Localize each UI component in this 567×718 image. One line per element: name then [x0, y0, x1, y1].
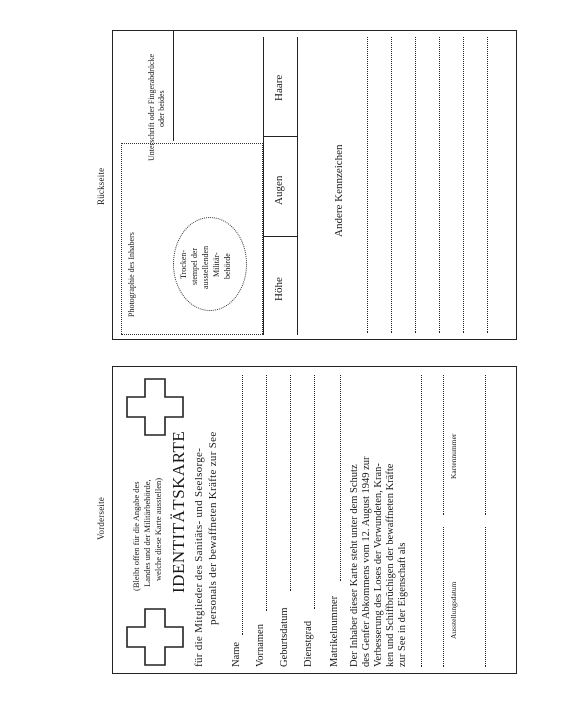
front-card [112, 366, 517, 674]
signature-line-front[interactable] [485, 375, 486, 515]
stamp-line-5: behörde [223, 253, 232, 279]
front-card-content [113, 367, 518, 675]
field-birth-date-line[interactable] [290, 375, 291, 591]
issue-date-label: Ausstellungsdatum [449, 581, 458, 639]
stamp-line-3: ausstellenden [201, 245, 210, 289]
other-marks-line-6[interactable] [487, 37, 488, 333]
issuer-note-line-2: Landes und der Militärbehörde, [142, 479, 152, 587]
other-marks-line-3[interactable] [415, 37, 416, 333]
issuer-note-line-3: welche diese Karte ausstellen) [153, 477, 163, 581]
table-top-rule [263, 37, 264, 335]
other-marks-label: Andere Kennzeichen [333, 144, 345, 237]
statement-line-2: des Genfer Abkommens vom 12. August 1949 zur [361, 456, 372, 667]
field-service-number-line[interactable] [340, 375, 341, 581]
card-subtitle-line-2: personals der bewaffneten Kräfte zur See [207, 431, 219, 625]
issue-date-line[interactable] [443, 527, 444, 667]
field-rank-line[interactable] [314, 375, 315, 609]
field-service-number-label: Matrikelnummer [329, 595, 340, 667]
issuer-note-line-1: (Bleibt offen für die Angabe des [131, 481, 141, 591]
field-name-line[interactable] [242, 375, 243, 635]
back-side-label: Rückseite [96, 167, 106, 205]
card-subtitle-line-1: für die Mitglieder des Sanitäts- und Seelsorge- [193, 447, 205, 667]
photo-label: Photographie des Inhabers [127, 232, 136, 317]
table-col-divider-1 [263, 236, 297, 237]
field-first-names-line[interactable] [266, 375, 267, 611]
front-side-label: Vorderseite [96, 496, 106, 540]
other-marks-line-2[interactable] [391, 37, 392, 333]
red-cross-emblem-right [123, 375, 187, 439]
card-number-label: Kartennummer [449, 433, 458, 479]
height-header: Höhe [273, 277, 285, 301]
signature-divider [173, 31, 174, 141]
table-header-rule [297, 37, 298, 335]
field-name-label: Name [231, 641, 242, 667]
table-col-divider-2 [263, 136, 297, 137]
statement-line-4: ken und Schiffbrüchigen der bewaffneten Kräfte [385, 463, 396, 667]
statement-line-3: Verbesserung des Loses der Verwundeten, Kran- [373, 463, 384, 667]
stamp-line-1: Trocken- [179, 249, 188, 279]
card-number-line[interactable] [443, 375, 444, 515]
issue-authority-line[interactable] [485, 527, 486, 667]
field-first-names-label: Vornamen [255, 624, 266, 667]
eyes-header: Augen [273, 175, 285, 205]
card-title: IDENTITÄTSKARTE [169, 430, 188, 593]
capacity-line[interactable] [421, 375, 422, 667]
other-marks-line-4[interactable] [439, 37, 440, 333]
field-rank-label: Dienstgrad [303, 620, 314, 667]
statement-line-1: Der Inhaber dieser Karte steht unter dem Schutz [349, 464, 360, 667]
field-birth-date-label: Geburtsdatum [279, 607, 290, 667]
signature-label-line-1: Unterschrift oder Fingerabdrücke [147, 53, 156, 161]
other-marks-line-5[interactable] [463, 37, 464, 333]
statement-line-5: zur See in der Eigenschaft als [397, 542, 408, 667]
other-marks-line-1[interactable] [367, 37, 368, 333]
stamp-line-4: Militär- [212, 252, 221, 277]
hair-header: Haare [273, 74, 285, 101]
signature-label-line-2: oder beides [157, 90, 166, 127]
back-card [112, 30, 517, 340]
red-cross-emblem-left [123, 605, 187, 669]
back-card-content [113, 31, 518, 341]
stamp-line-2: stempel der [190, 247, 199, 285]
